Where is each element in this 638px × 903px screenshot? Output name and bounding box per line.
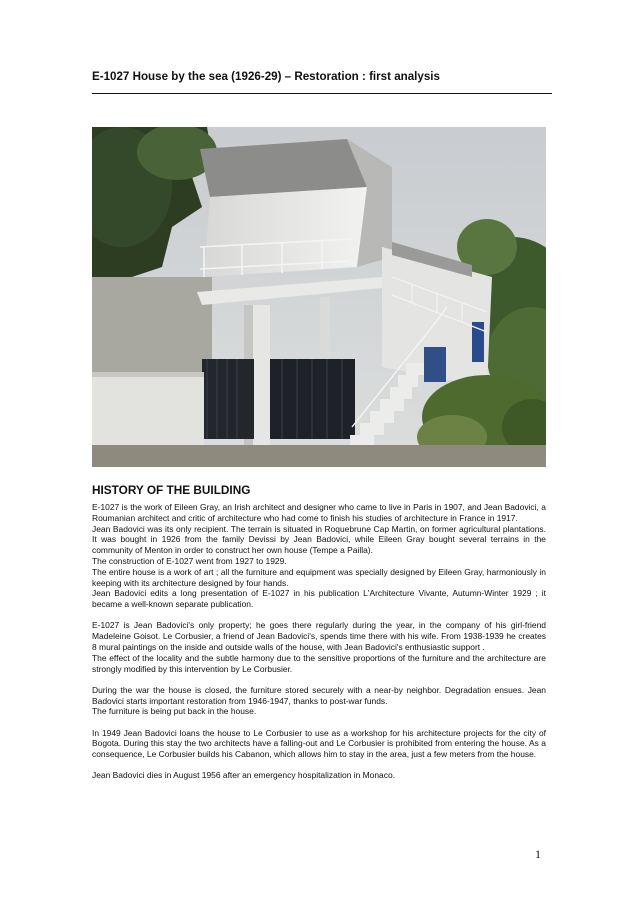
title-underline — [92, 93, 552, 94]
history-text — [92, 502, 546, 781]
paragraph: The furniture is being put back in the house. — [92, 706, 257, 717]
paragraph: The construction of E-1027 went from 1927 to 1929. — [92, 555, 287, 566]
paragraph: Jean Badovici dies in August 1956 after an emergency hospitalization in Monaco. — [92, 770, 395, 781]
section-heading: HISTORY OF THE BUILDING — [92, 483, 251, 497]
document-title: E-1027 House by the sea (1926-29) – Restoration : first analysis — [92, 70, 440, 83]
paragraph: Jean Badovici was its only recipient. The terrain is situated in Roquebrune Cap Martin, on former agricultural plantations. It was bought in 1926 from the family Devissi by Jean Badovici, while Eileen Gray bought several terrains in the community of Menton in order to construct her own house (Tempe a Pailla). — [92, 523, 546, 556]
page-number: 1 — [535, 847, 541, 861]
paragraph: E-1027 is Jean Badovici's only property; he goes there regularly during the year, in the company of his girl-friend Madeleine Goisot. Le Corbusier, a friend of Jean Badovici's, spends time there with his wife. From 1938-1939 he creates 8 mural paintings on the inside and outside walls of the house, with Jean Badovici's enthusiastic support . — [92, 620, 546, 652]
paragraph: During the war the house is closed, the furniture stored securely with a near-by neighbor. Degradation ensues. Jean Badovici starts important restoration from 1946-1947, thanks to post-war funds. — [92, 684, 546, 706]
paragraph: Jean Badovici edits a long presentation of E-1027 in his publication L'Architecture Vivante, Autumn-Winter 1929 ; it became a well-known separate publication. — [92, 588, 546, 610]
paragraph: The entire house is a work of art ; all the furniture and equipment was specially designed by Eileen Gray, harmoniously in keeping with its architecture designed by four hands. — [92, 566, 546, 588]
paragraph: E-1027 is the work of Eileen Gray, an Irish architect and designer who came to live in Paris in 1907, and Jean Badovici, a Roumanian architect and critic of architecture who had come to finish his studies of architecture in France in 1917. — [92, 502, 546, 523]
paragraph: The effect of the locality and the subtle harmony due to the sensitive proportions of the furniture and the architecture are strongly modified by this intervention by Le Corbusier. — [92, 652, 546, 674]
paragraph: In 1949 Jean Badovici loans the house to Le Corbusier to use as a workshop for his architecture projects for the city of Bogota. During this stay the two architects have a falling-out and Le Corbusier is prohibited from entering the house. As a consequence, Le Corbusier builds his Cabanon, which allows him to stay in the area, just a few meters from the house. — [92, 727, 546, 760]
house-photo — [92, 127, 546, 467]
